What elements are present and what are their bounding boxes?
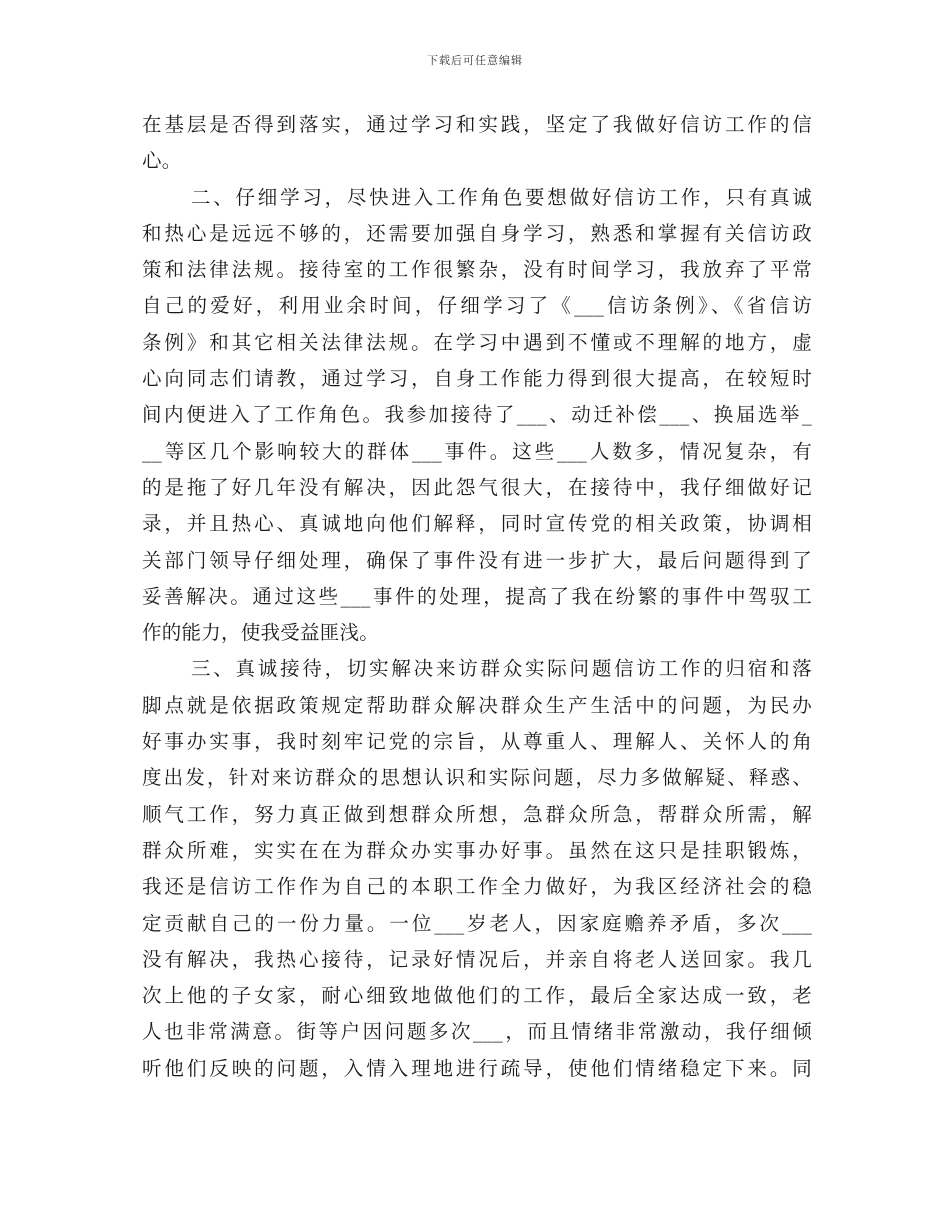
text-line: 没有解决，我热心接待，记录好情况后，并亲自将老人送回家。我几 — [142, 947, 812, 971]
text-line: 我还是信访工作作为自己的本职工作全力做好，为我区经济社会的稳 — [142, 875, 812, 899]
text-line: 心向同志们请教，通过学习，自身工作能力得到很大提高，在较短时 — [142, 367, 812, 391]
text-line: 定贡献自己的一份力量。一位___岁老人，因家庭赡养矛盾，多次___ — [142, 911, 812, 935]
paragraph-heading-line: 三、真诚接待，切实解决来访群众实际问题信访工作的归宿和落 — [191, 657, 812, 681]
text-line: 妥善解决。通过这些___事件的处理，提高了我在纷繁的事件中驾驭工 — [142, 584, 812, 608]
page-header: 下载后可任意编辑 — [427, 54, 523, 67]
text-line: 自己的爱好，利用业余时间，仔细学习了《___信访条例》、《省信访 — [142, 294, 812, 318]
text-line: 关部门领导仔细处理，确保了事件没有进一步扩大，最后问题得到了 — [142, 548, 812, 572]
paragraph-heading-line: 二、仔细学习，尽快进入工作角色要想做好信访工作，只有真诚 — [191, 185, 812, 209]
text-line: 群众所难，实实在在为群众办实事办好事。虽然在这只是挂职锻炼， — [142, 838, 812, 862]
text-line: 听他们反映的问题，入情入理地进行疏导，使他们情绪稳定下来。同 — [142, 1056, 812, 1080]
text-line: 顺气工作，努力真正做到想群众所想，急群众所急，帮群众所需，解 — [142, 802, 812, 826]
text-line: 录，并且热心、真诚地向他们解释，同时宣传党的相关政策，协调相 — [142, 512, 812, 536]
text-line: 的是拖了好几年没有解决，因此怨气很大，在接待中，我仔细做好记 — [142, 475, 812, 499]
document-body — [142, 107, 812, 1087]
text-line: 作的能力，使我受益匪浅。 — [142, 621, 380, 645]
text-line: 条例》和其它相关法律法规。在学习中遇到不懂或不理解的地方，虚 — [142, 330, 812, 354]
text-line: 间内便进入了工作角色。我参加接待了___、动迁补偿___、换届选举_ — [142, 403, 812, 427]
text-line: 好事办实事，我时刻牢记党的宗旨，从尊重人、理解人、关怀人的角 — [142, 730, 812, 754]
text-line: 在基层是否得到落实，通过学习和实践，坚定了我做好信访工作的信 — [142, 113, 812, 136]
text-line: 度出发，针对来访群众的思想认识和实际问题，尽力多做解疑、释惑、 — [142, 766, 812, 790]
text-line: __等区几个影响较大的群体___事件。这些___人数多，情况复杂，有 — [142, 439, 812, 463]
text-line: 次上他的子女家，耐心细致地做他们的工作，最后全家达成一致，老 — [142, 984, 812, 1008]
text-line: 脚点就是依据政策规定帮助群众解决群众生产生活中的问题，为民办 — [142, 693, 812, 717]
text-line: 人也非常满意。街等户因问题多次___，而且情绪非常激动，我仔细倾 — [142, 1020, 812, 1044]
text-line: 和热心是远远不够的，还需要加强自身学习，熟悉和掌握有关信访政 — [142, 221, 812, 245]
text-line: 心。 — [142, 149, 182, 173]
text-line: 策和法律法规。接待室的工作很繁杂，没有时间学习，我放弃了平常 — [142, 258, 812, 282]
